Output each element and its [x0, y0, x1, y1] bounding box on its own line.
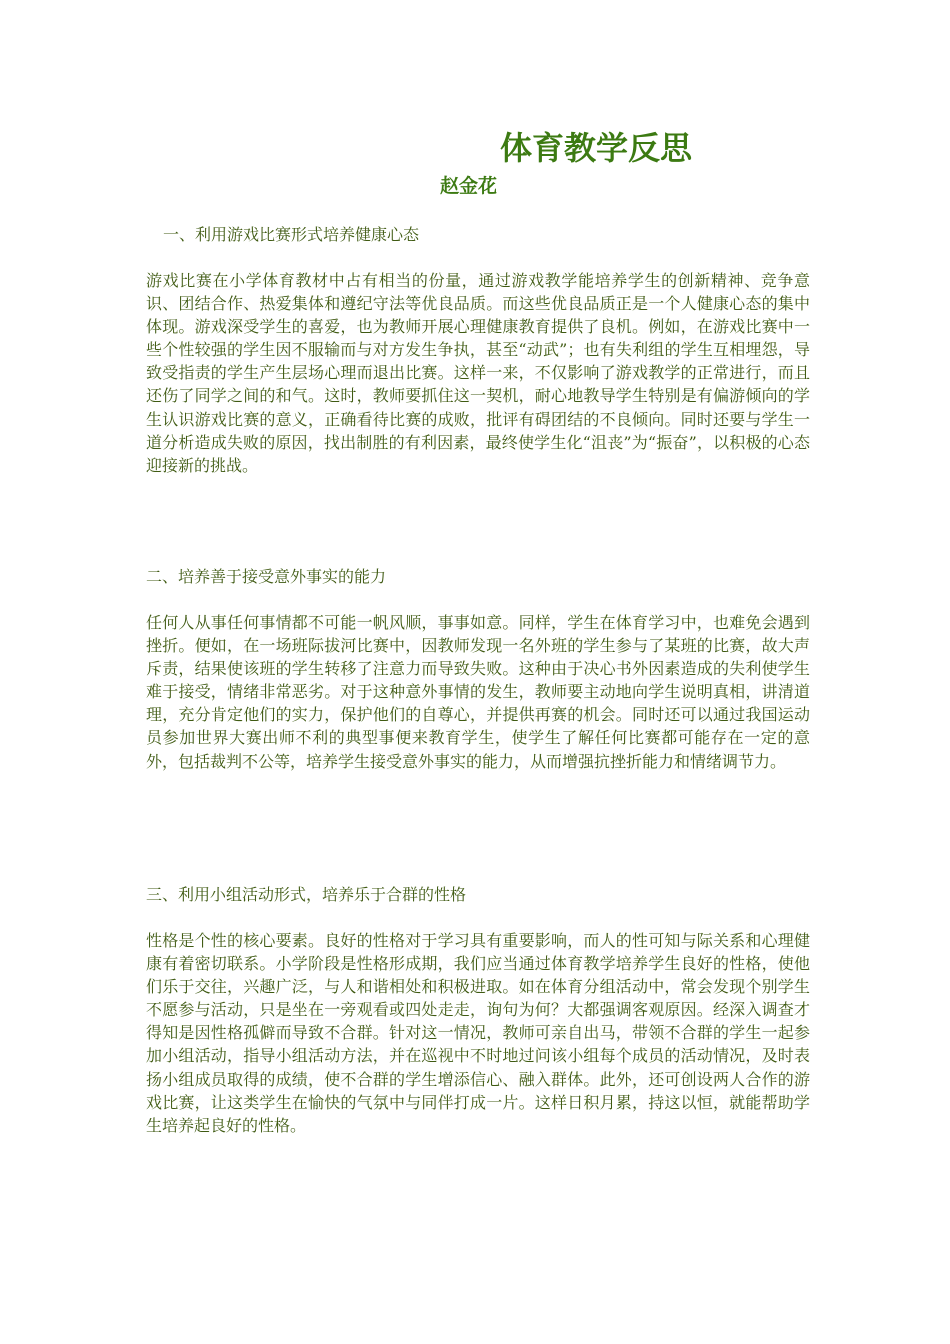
document-author: 赵金花	[440, 175, 498, 197]
section-heading-2: 二、培养善于接受意外事实的能力	[146, 567, 387, 586]
section-heading-1: 一、利用游戏比赛形式培养健康心态	[163, 225, 420, 244]
section-body-3: 性格是个性的核心要素。良好的性格对于学习具有重要影响，而人的性可知与际关系和心理健康有着密切联系。小学阶段是性格形成期，我们应当通过体育教学培养学生良好的性格，使他们乐于交往，兴趣广泛，与人和谐相处和积极进取。如在体育分组活动中，常会发现个别学生不愿参与活动，只是坐在一旁观看或四处走走，询句为何？大都强调客观原因。经深入调查才得知是因性格孤僻而导致不合群。针对这一情况，教师可亲自出马，带领不合群的学生一起参加小组活动，指导小组活动方法，并在巡视中不时地过问该小组每个成员的活动情况，及时表扬小组成员取得的成绩，使不合群的学生增添信心、融入群体。此外，还可创设两人合作的游戏比赛，让这类学生在愉快的气氛中与同伴打成一片。这样日积月累，持这以恒，就能帮助学生培养起良好的性格。	[146, 931, 810, 1135]
section-heading-3: 三、利用小组活动形式，培养乐于合群的性格	[146, 885, 467, 904]
section-body-1: 游戏比赛在小学体育教材中占有相当的份量，通过游戏教学能培养学生的创新精神、竞争意识、团结合作、热爱集体和遵纪守法等优良品质。而这些优良品质正是一个人健康心态的集中体现。游戏深受学生的喜爱，也为教师开展心理健康教育提供了良机。例如，在游戏比赛中一些个性较强的学生因不服输而与对方发生争执，甚至“动武”；也有失利组的学生互相埋怨，导致受指责的学生产生层场心理而退出比赛。这样一来，不仅影响了游戏教学的正常进行，而且还伤了同学之间的和气。这时，教师要抓住这一契机，耐心地教导学生特别是有偏游倾向的学生认识游戏比赛的意义，正确看待比赛的成败，批评有碍团结的不良倾向。同时还要与学生一道分析造成失败的原因，找出制胜的有利因素，最终使学生化“沮丧”为“振奋”，以积极的心态迎接新的挑战。	[146, 271, 810, 475]
section-body-2: 任何人从事任何事情都不可能一帆风顺，事事如意。同样，学生在体育学习中，也难免会遇到挫折。便如，在一场班际拔河比赛中，因教师发现一名外班的学生参与了某班的比赛，故大声斥责，结果使该班的学生转移了注意力而导致失败。这种由于决心书外因素造成的失利使学生难于接受，情绪非常恶劣。对于这种意外事情的发生，教师要主动地向学生说明真相，讲清道理，充分肯定他们的实力，保护他们的自尊心，并提供再赛的机会。同时还可以通过我国运动员参加世界大赛出师不利的典型事便来教育学生，使学生了解任何比赛都可能存在一定的意外，包括裁判不公等，培养学生接受意外事实的能力，从而增强抗挫折能力和情绪调节力。	[146, 613, 810, 771]
document-title: 体育教学反思	[500, 129, 693, 167]
